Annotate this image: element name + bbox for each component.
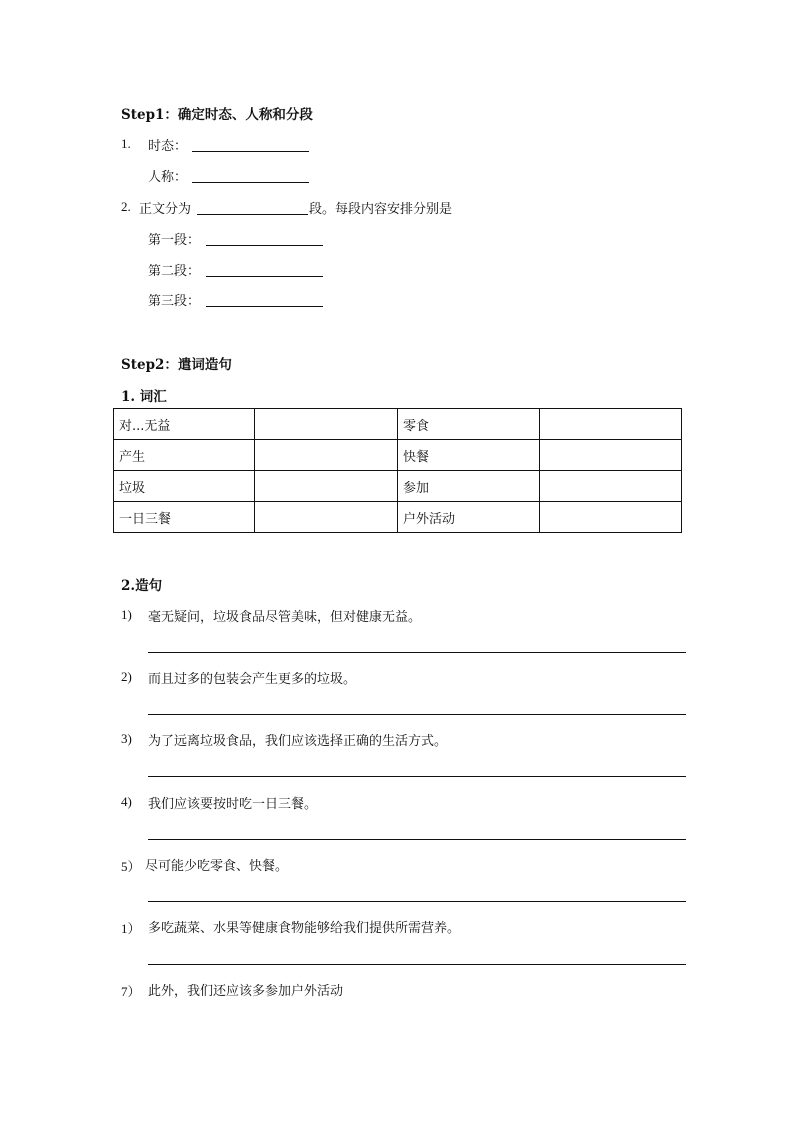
sentence-5-text: 尽可能少吃零食、快餐。 [145,859,289,874]
vocab-answer-cell[interactable] [255,502,398,533]
vocab-cell: 户外活动 [398,502,540,533]
vocab-answer-cell[interactable] [540,409,682,440]
vocab-cell: 产生 [114,440,255,471]
paragraph-count-prefix: 正文分为 [139,202,192,217]
sentence-3-text: 为了远离垃圾食品，我们应该选择正确的生活方式。 [148,734,448,749]
sentence-5-answer-line[interactable] [148,901,686,902]
sentence-2-text: 而且过多的包装会产生更多的垃圾。 [148,672,357,687]
paragraph-count-blank[interactable] [197,214,308,215]
vocab-answer-cell[interactable] [255,471,398,502]
sentence-7-text: 此外，我们还应该多参加户外活动 [148,984,344,999]
paragraph-1-label: 第一段： [148,233,201,248]
person-blank[interactable] [192,182,309,183]
vocab-cell: 对...无益 [114,409,255,440]
sentence-6-answer-line[interactable] [148,964,686,965]
vocab-cell: 一日三餐 [114,502,255,533]
vocab-answer-cell[interactable] [540,471,682,502]
vocab-answer-cell[interactable] [255,440,398,471]
vocab-cell: 参加 [398,471,540,502]
vocab-cell: 快餐 [398,440,540,471]
sentence-1-answer-line[interactable] [148,652,686,653]
sentence-3-number: 3) [121,731,132,746]
sentence-4-answer-line[interactable] [148,839,686,840]
paragraph-3-blank[interactable] [206,306,323,307]
vocab-cell: 零食 [398,409,540,440]
sentence-3-answer-line[interactable] [148,776,686,777]
step1-heading: Step1：确定时态、人称和分段 [121,107,313,123]
table-row [114,409,682,440]
paragraph-3-label: 第三段： [148,294,201,309]
step2-heading: Step2：遣词造句 [121,357,232,373]
sentence-6-number: 1） [121,921,141,936]
tense-blank[interactable] [192,151,309,152]
table-row [114,471,682,502]
item2-number: 2. [121,199,131,214]
sentence-2-answer-line[interactable] [148,714,686,715]
vocab-cell: 垃圾 [114,471,255,502]
tense-label: 时态： [148,139,188,154]
sentence-6-text: 多吃蔬菜、水果等健康食物能够给我们提供所需营养。 [148,921,461,936]
paragraph-2-blank[interactable] [206,276,323,277]
sentence-2-number: 2) [121,669,132,684]
sentence-4-number: 4) [121,794,132,809]
item1-number: 1. [121,136,131,151]
paragraph-2-label: 第二段： [148,264,201,279]
vocab-answer-cell[interactable] [540,502,682,533]
sentence-7-number: 7） [121,984,141,999]
vocab-heading: 1. 词汇 [121,389,167,405]
sentence-4-text: 我们应该要按时吃一日三餐。 [148,797,318,812]
sentence-5-number: 5） [121,859,141,874]
paragraph-count-suffix: 段。每段内容安排分别是 [309,202,453,217]
table-row [114,440,682,471]
table-row [114,502,682,533]
vocab-table [113,408,682,533]
paragraph-1-blank[interactable] [206,245,323,246]
sentence-heading: 2.造句 [121,578,163,594]
sentence-1-number: 1) [121,607,132,622]
vocab-answer-cell[interactable] [540,440,682,471]
person-label: 人称： [148,170,188,185]
sentence-1-text: 毫无疑问，垃圾食品尽管美味，但对健康无益。 [148,610,422,625]
vocab-answer-cell[interactable] [255,409,398,440]
